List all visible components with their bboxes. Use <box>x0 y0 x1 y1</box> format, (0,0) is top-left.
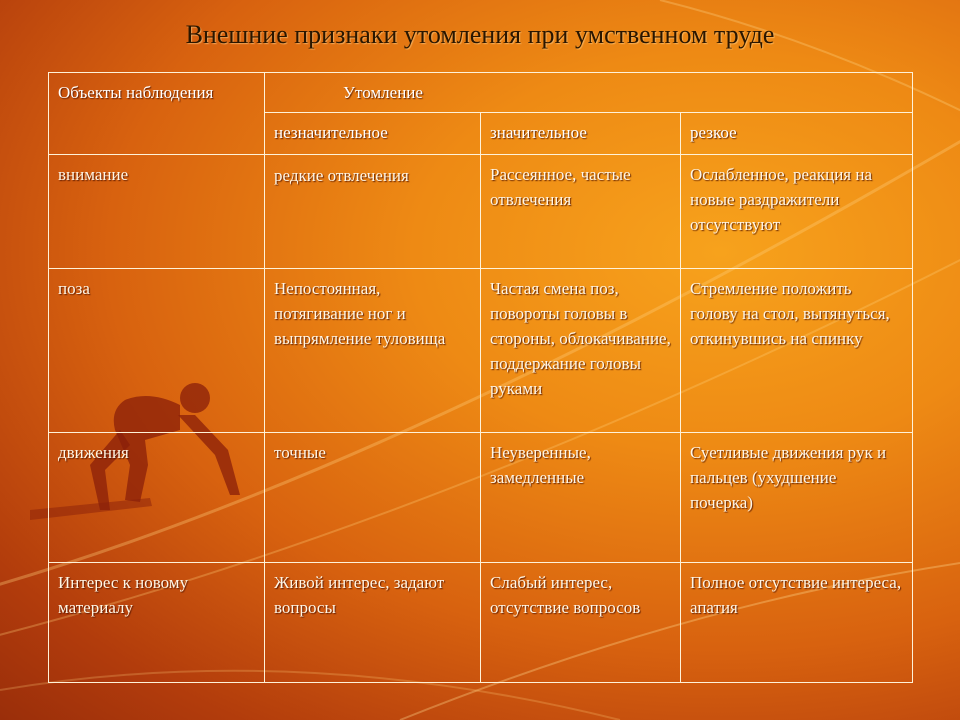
cell-significant: Рассеянное, частые отвлечения <box>481 155 681 269</box>
level-header-slight: незначительное <box>265 113 481 155</box>
level-header-sharp: резкое <box>681 113 913 155</box>
header-fatigue: Утомление <box>343 83 423 102</box>
cell-significant: Неуверенные, замедленные <box>481 433 681 563</box>
cell-sharp: Суетливые движения рук и пальцев (ухудшение почерка) <box>681 433 913 563</box>
cell-slight: Непостоянная, потягивание ног и выпрямление туловища <box>265 269 481 433</box>
header-fatigue-cell <box>265 73 913 113</box>
cell-sharp: Полное отсутствие интереса, апатия <box>681 563 913 683</box>
row-object: Интерес к новому материалу <box>49 563 265 683</box>
cell-significant: Слабый интерес, отсутствие вопросов <box>481 563 681 683</box>
page-title: Внешние признаки утомления при умственном труде <box>185 20 775 49</box>
table-row <box>49 563 913 683</box>
table-row <box>49 433 913 563</box>
header-objects-cell <box>49 73 265 155</box>
table-row <box>49 155 913 269</box>
table-row <box>49 269 913 433</box>
fatigue-table <box>48 72 913 683</box>
cell-significant: Частая смена поз, повороты головы в стороны, облокачивание, поддержание головы руками <box>481 269 681 433</box>
row-object: поза <box>49 269 265 433</box>
level-header-significant: значительное <box>481 113 681 155</box>
header-objects: Объекты наблюдения <box>58 83 214 102</box>
cell-slight: точные <box>265 433 481 563</box>
row-object: внимание <box>49 155 265 269</box>
cell-sharp: Стремление положить голову на стол, вытянуться, откинувшись на спинку <box>681 269 913 433</box>
row-object: движения <box>49 433 265 563</box>
cell-slight: редкие отвлечения <box>265 155 481 269</box>
cell-sharp: Ослабленное, реакция на новые раздражители отсутствуют <box>681 155 913 269</box>
cell-slight: Живой интерес, задают вопросы <box>265 563 481 683</box>
